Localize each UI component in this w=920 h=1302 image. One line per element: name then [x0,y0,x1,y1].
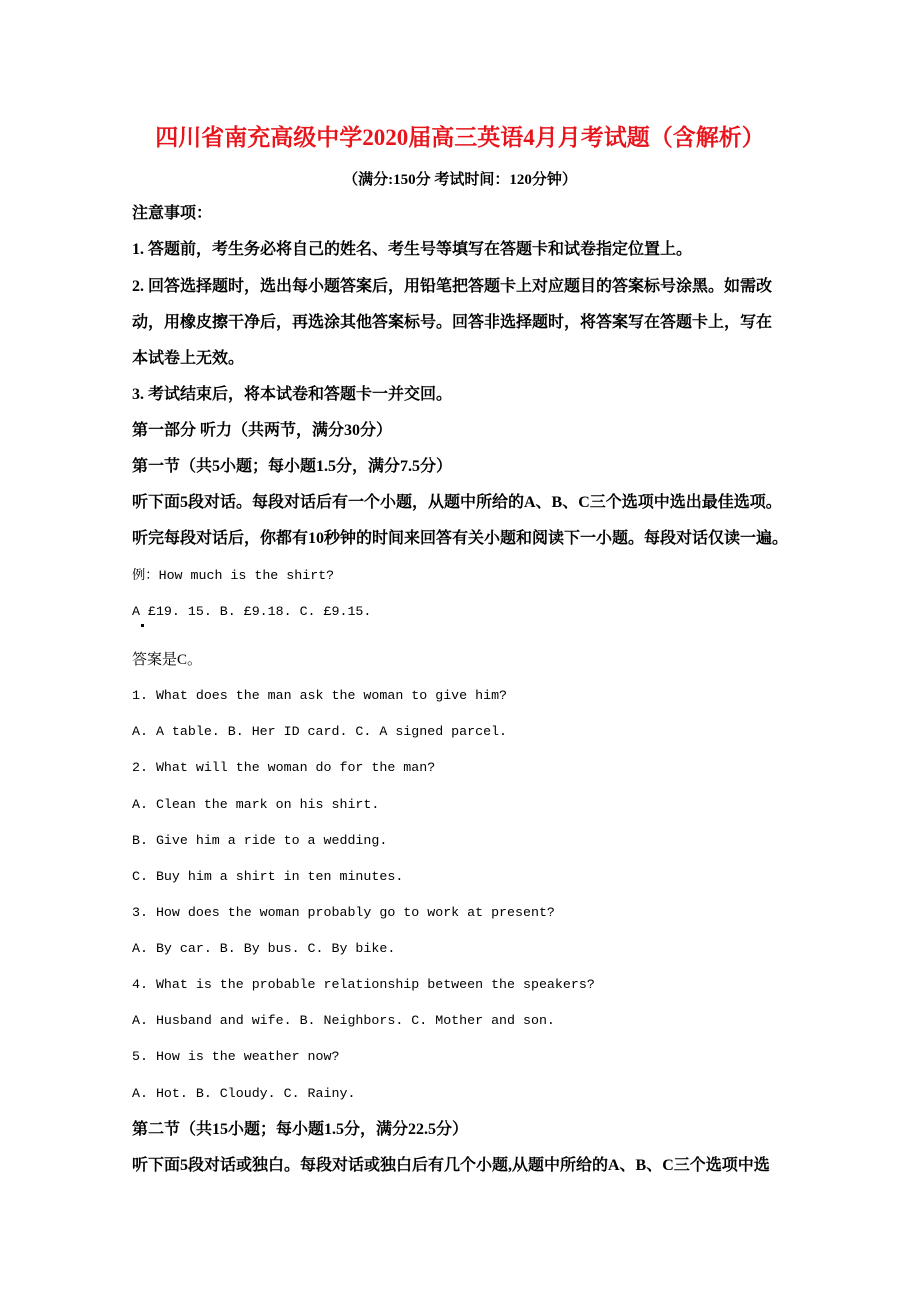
question-line: A. Hot. B. Cloudy. C. Rainy. [132,1086,356,1101]
instruction-line: 听下面5段对话或独白。每段对话或独白后有几个小题,从题中所给的A、B、C三个选项中选 [132,1157,770,1174]
document-title: 四川省南充高级中学2020届高三英语4月月考试题（含解析） [155,125,765,150]
question-line: 1. What does the man ask the woman to give him? [132,688,508,703]
section-heading: 第二节（共15小题；每小题1.5分，满分22.5分） [132,1121,469,1138]
question-line: B. Give him a ride to a wedding. [132,833,388,848]
question-line: 5. How is the weather now? [132,1049,340,1064]
instruction-line: 听下面5段对话。每段对话后有一个小题，从题中所给的A、B、C三个选项中选出最佳选项。 [132,494,782,511]
example-question: 例：How much is the shirt? [132,568,335,583]
notice-line: 本试卷上无效。 [132,350,245,367]
notice-line: 2. 回答选择题时，选出每小题答案后，用铅笔把答题卡上对应题目的答案标号涂黑。如需改 [132,278,773,295]
dot-mark [141,624,144,627]
notice-heading: 注意事项： [132,205,213,222]
example-options: A £19. 15. B. £9.18. C. £9.15. [132,604,372,619]
question-line: A. A table. B. Her ID card. C. A signed parcel. [132,724,508,739]
notice-line: 动，用橡皮擦干净后，再选涂其他答案标号。回答非选择题时，将答案写在答题卡上，写在 [132,314,773,331]
question-line: A. Husband and wife. B. Neighbors. C. Mother and son. [132,1013,555,1028]
notice-line: 3. 考试结束后，将本试卷和答题卡一并交回。 [132,386,453,403]
question-line: 4. What is the probable relationship between the speakers? [132,977,595,992]
question-line: A. By car. B. By bus. C. By bike. [132,941,396,956]
question-line: A. Clean the mark on his shirt. [132,797,380,812]
document-subtitle: （满分:150分 考试时间：120分钟） [343,172,577,188]
notice-line: 1. 答题前，考生务必将自己的姓名、考生号等填写在答题卡和试卷指定位置上。 [132,241,693,258]
question-line: C. Buy him a shirt in ten minutes. [132,869,404,884]
question-line: 3. How does the woman probably go to work at present? [132,905,555,920]
instruction-line: 听完每段对话后，你都有10秒钟的时间来回答有关小题和阅读下一小题。每段对话仅读一遍。 [132,530,789,547]
part-heading: 第一部分 听力（共两节，满分30分） [132,422,393,439]
section-heading: 第一节（共5小题；每小题1.5分，满分7.5分） [132,458,453,475]
question-line: 2. What will the woman do for the man? [132,760,436,775]
example-answer: 答案是C。 [132,652,203,668]
